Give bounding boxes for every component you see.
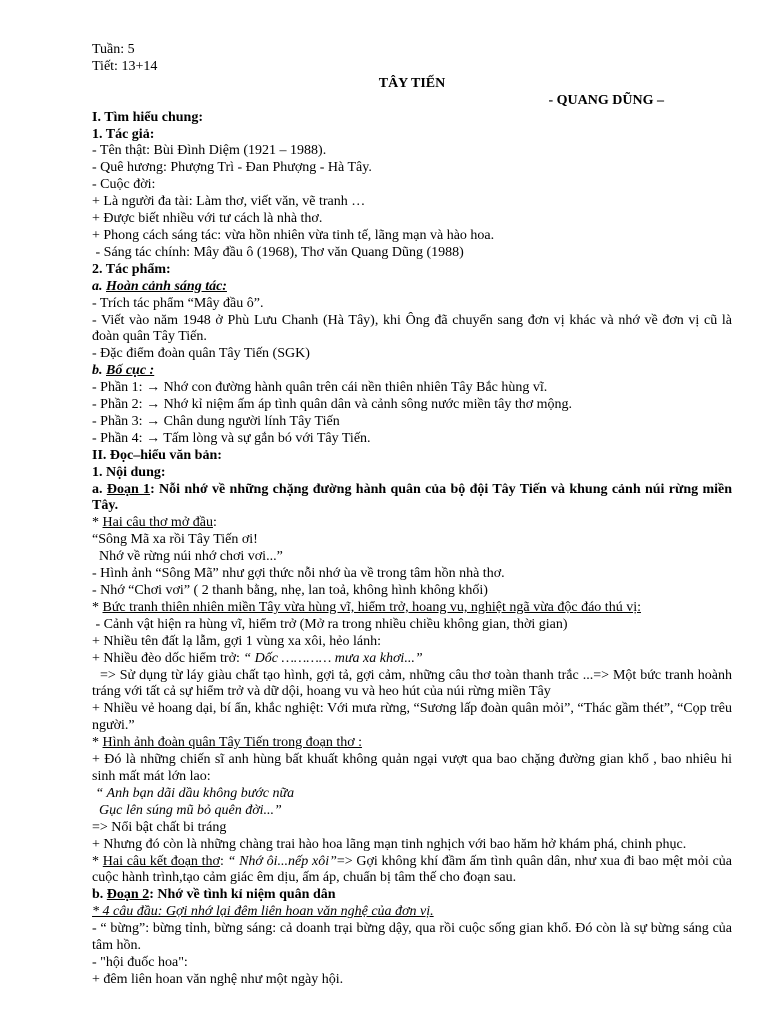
text-line: + Nhiều tên đất lạ lẫm, gợi 1 vùng xa xôi, hẻo lánh: [92, 633, 382, 649]
subheading: * 4 câu đầu: Gợi nhớ lại đêm liên hoan văn nghệ của đơn vị. [92, 904, 434, 920]
text-line: - Nhớ “Chơi vơi” ( 2 thanh bằng, nhẹ, lan toả, không hình không khối) [92, 583, 488, 598]
verse-line: Nhớ về rừng núi nhớ chơi vơi...” [92, 549, 283, 565]
part-item: - Phần 1: → Nhớ con đường hành quân trên cái nền thiên nhiên Tây Bắc hùng vĩ. [92, 380, 548, 396]
subheading: * Bức tranh thiên nhiên miền Tây vừa hùng vĩ, hiểm trở, hoang vu, nghiệt ngã vừa độc đáo thú vị: [92, 599, 641, 615]
text-line: - "hội đuốc hoa": [92, 954, 188, 970]
content-heading: 1. Nội dung: [92, 464, 166, 480]
text-paragraph: => Sử dụng từ láy giàu chất tạo hình, gợi tả, gợi cảm, những câu thơ toàn thanh trắc ...=> Một bức tranh hoành tráng với tất cả sự hiểm trở và dữ dội, hoang vu và heo hút của núi rừng miền Tây [92, 667, 736, 700]
text-line: - Tên thật: Bùi Đình Diệm (1921 – 1988). [92, 143, 327, 159]
part-item: - Phần 2: → Nhớ kỉ niệm ấm áp tình quân dân và cảnh sông nước miền tây thơ mộng. [92, 397, 573, 413]
document-page [92, 42, 736, 989]
text-paragraph: + Nhiều vẻ hoang dại, bí ẩn, khắc nghiệt: Với mưa rừng, “Sương lấp đoàn quân mỏi”, “Thác gầm thét”, “Cọp trêu người.” [92, 701, 732, 734]
layout-heading: b. Bố cục : [92, 363, 155, 379]
text-line: - Đặc điểm đoàn quân Tây Tiến (SGK) [92, 346, 310, 362]
week-label: Tuần: 5 [92, 42, 135, 57]
text-line: - Cảnh vật hiện ra hùng vĩ, hiểm trở (Mở ra trong nhiều chiều không gian, thời gian) [92, 616, 568, 632]
text-line: + Nhiều đèo dốc hiểm trở: “ Dốc ………… mưa xa khơi...” [92, 650, 423, 666]
section-2-heading: II. Đọc–hiểu văn bản: [92, 447, 222, 463]
poem-author: - QUANG DŨNG – [548, 92, 664, 108]
text-paragraph: + Đó là những chiến sĩ anh hùng bất khuất không quản ngại vượt qua bao chặng đường gian khổ , bao nhiêu hi sinh mất mát lớn lao: [92, 752, 732, 784]
subheading: * Hình ảnh đoàn quân Tây Tiến trong đoạn thơ : [92, 735, 363, 751]
verse-line: “ Anh bạn dãi dầu không bước nữa [92, 785, 295, 801]
work-heading: 2. Tác phẩm: [92, 261, 171, 277]
text-line: => Nổi bật chất bi tráng [92, 819, 227, 835]
arrow-icon: → [146, 430, 161, 446]
stanza-1-heading: a. Đoạn 1: Nỗi nhớ về những chặng đường hành quân của bộ đội Tây Tiến và khung cảnh núi rừng miền Tây. [92, 481, 733, 514]
text-line: - Quê hương: Phượng Trì - Đan Phượng - Hà Tây. [92, 160, 372, 176]
part-item: - Phần 3: → Chân dung người lính Tây Tiến [92, 413, 340, 429]
text-line: + Phong cách sáng tác: vừa hồn nhiên vừa tinh tế, lãng mạn và hào hoa. [92, 227, 495, 243]
arrow-icon: → [146, 380, 161, 396]
subheading: * Hai câu thơ mở đầu: [92, 515, 217, 531]
text-paragraph: - “ bừng”: bừng tỉnh, bừng sáng: cả doanh trại bừng dậy, qua rồi cuộc sống gian khổ. Đó còn là sự bừng sáng của tâm hồn. [92, 921, 732, 954]
arrow-icon: → [146, 413, 161, 429]
text-paragraph: - Viết vào năm 1948 ở Phù Lưu Chanh (Hà Tây), khi Ông đã chuyển sang đơn vị khác và nhớ về đơn vị cũ là đoàn quân Tây Tiến. [92, 312, 732, 345]
text-paragraph: + Nhưng đó còn là những chàng trai hào hoa lãng mạn tinh nghịch với bao hăm hở khám phá, chinh phục. [92, 836, 687, 852]
arrow-icon: → [146, 397, 161, 413]
section-1-heading: I. Tìm hiểu chung: [92, 109, 203, 125]
text-line: - Hình ảnh “Sông Mã” như gợi thức nỗi nhớ ùa về trong tâm hồn nhà thơ. [92, 566, 505, 582]
text-line: + Được biết nhiều với tư cách là nhà thơ. [92, 211, 323, 227]
text-line: - Sáng tác chính: Mây đầu ô (1968), Thơ văn Quang Dũng (1988) [92, 244, 464, 260]
poem-title: TÂY TIẾN [378, 75, 446, 91]
verse-line: “Sông Mã xa rồi Tây Tiến ơi! [92, 532, 258, 548]
author-heading: 1. Tác giả: [92, 126, 155, 142]
verse-line: Gục lên súng mũ bỏ quên đời...” [92, 802, 282, 818]
text-line: + Là người đa tài: Làm thơ, viết văn, vẽ tranh … [92, 194, 366, 210]
text-paragraph: * Hai câu kết đoạn thơ: “ Nhớ ôi...nếp xôi”=> Gợi không khí đầm ấm tình quân dân, như xua đi bao mệt mỏi của cuộc hành trình,tạo cảm giác êm dịu, ấm áp, chuẩn bị tâm thế cho đoạn sau. [92, 853, 733, 886]
stanza-2-heading: b. Đoạn 2: Nhớ về tình kỉ niệm quân dân [92, 887, 336, 903]
context-heading: a. Hoàn cảnh sáng tác: [92, 278, 227, 294]
text-line: - Trích tác phẩm “Mây đầu ô”. [92, 295, 264, 311]
text-line: + đêm liên hoan văn nghệ như một ngày hội. [92, 971, 344, 987]
period-label: Tiết: 13+14 [92, 58, 158, 74]
part-item: - Phần 4: → Tấm lòng và sự gắn bó với Tây Tiến. [92, 430, 371, 446]
text-line: - Cuộc đời: [92, 177, 156, 193]
